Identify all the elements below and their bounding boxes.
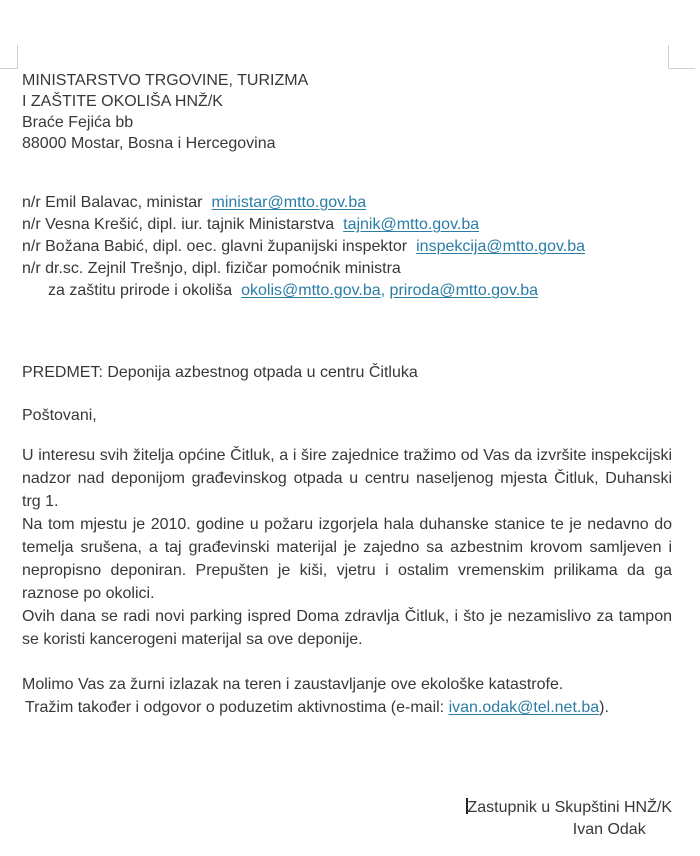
- addressee-line-ministry-1: MINISTARSTVO TRGOVINE, TURIZMA: [22, 72, 309, 89]
- request-line-2-text: Tražim također i odgovor o poduzetim aktivnostima (e-mail:: [25, 699, 449, 716]
- recipient-role: za zaštitu prirode i okoliša: [48, 282, 233, 299]
- recipient-line: [22, 236, 672, 258]
- letter-body: [22, 444, 672, 651]
- email-separator: ,: [380, 282, 390, 299]
- recipients-block: [22, 192, 672, 302]
- email-link-priroda[interactable]: priroda@mtto.gov.ba: [389, 282, 539, 299]
- body-paragraph-3: Ovih dana se radi novi parking ispred Doma zdravlja Čitluk, i što je nezamislivo za tampon se koristi kancerogeni materijal sa ove deponije.: [22, 608, 672, 648]
- margin-crop-mark-top-left-horizontal: [0, 68, 18, 69]
- email-link-ministar[interactable]: ministar@mtto.gov.ba: [211, 194, 367, 211]
- subject-line: PREDMET: Deponija azbestnog otpada u centru Čitluka: [22, 364, 418, 381]
- salutation: Poštovani,: [22, 407, 97, 424]
- email-link-okolis[interactable]: okolis@mtto.gov.ba: [241, 282, 381, 299]
- recipient-name: n/r Vesna Krešić, dipl. iur. tajnik Ministarstva: [22, 216, 335, 233]
- margin-crop-mark-top-right-vertical: [668, 45, 669, 69]
- recipient-line-continuation: [22, 280, 672, 302]
- signature-name: Ivan Odak: [572, 821, 646, 838]
- recipient-line: [22, 258, 672, 280]
- margin-crop-mark-top-left-vertical: [17, 45, 18, 69]
- email-link-tajnik[interactable]: tajnik@mtto.gov.ba: [343, 216, 480, 233]
- recipient-name: n/r Božana Babić, dipl. oec. glavni županijski inspektor: [22, 238, 408, 255]
- signature-title-line: [466, 797, 672, 819]
- recipient-line: [22, 192, 672, 214]
- signature-block: [466, 797, 672, 841]
- email-link-inspekcija[interactable]: inspekcija@mtto.gov.ba: [416, 238, 586, 255]
- recipient-name: n/r Emil Balavac, ministar: [22, 194, 203, 211]
- body-paragraph-2: Na tom mjestu je 2010. godine u požaru izgorjela hala duhanske stanice te je nedavno do temelja srušena, a taj građevinski materijal je zajedno sa azbestnim krovom samljeven i nepropisno deponiran. Prepušten je kiši, vjetru i ostalim vremenskim prilikama da ga raznose po okolici.: [22, 516, 672, 602]
- addressee-line-street: Braće Fejića bb: [22, 114, 134, 131]
- margin-crop-mark-top-right-horizontal: [668, 68, 695, 69]
- recipient-line: [22, 214, 672, 236]
- email-link-ivan-odak[interactable]: ivan.odak@tel.net.ba: [448, 699, 600, 716]
- addressee-block: [22, 70, 672, 154]
- request-line-2: [22, 696, 672, 719]
- request-block: [22, 673, 672, 719]
- request-line-1: Molimo Vas za žurni izlazak na teren i zaustavljanje ove ekološke katastrofe.: [22, 676, 564, 693]
- body-paragraph-1: U interesu svih žitelja općine Čitluk, a i šire zajednice tražimo od Vas da izvršite inspekcijski nadzor nad deponijom građevinskog otpada u centru naseljenog mjesta Čitluk, Duhanski trg 1.: [22, 447, 672, 510]
- addressee-line-ministry-2: I ZAŠTITE OKOLIŠA HNŽ/K: [22, 93, 223, 110]
- request-line-2-suffix: ).: [599, 699, 609, 716]
- recipient-name: n/r dr.sc. Zejnil Trešnjo, dipl. fizičar pomoćnik ministra: [22, 260, 401, 277]
- addressee-line-city: 88000 Mostar, Bosna i Hercegovina: [22, 135, 276, 152]
- signature-title: Zastupnik u Skupštini HNŽ/K: [467, 799, 672, 816]
